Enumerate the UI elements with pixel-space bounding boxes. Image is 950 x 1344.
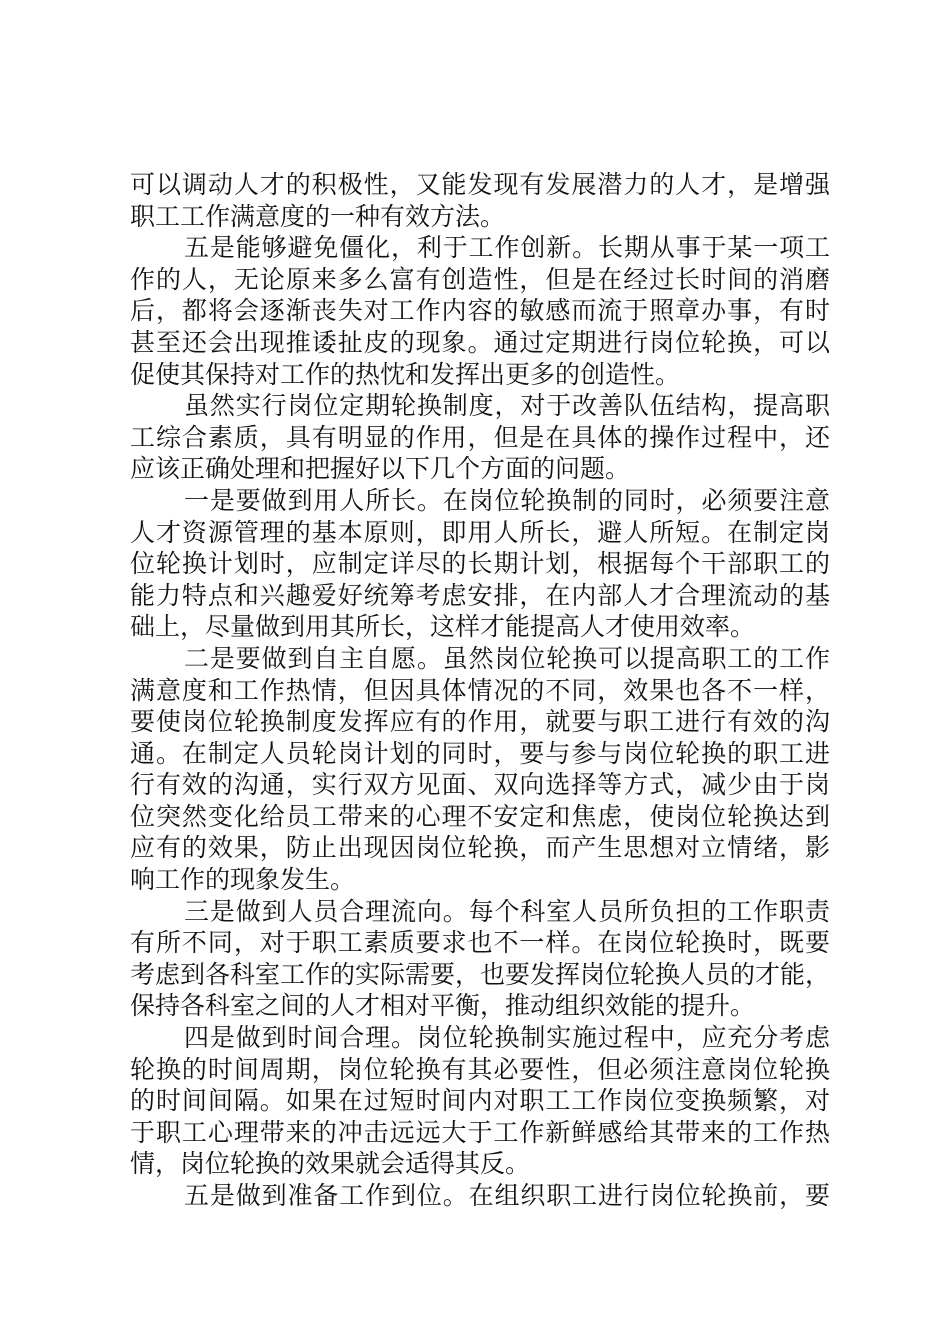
text-line: 应该正确处理和把握好以下几个方面的问题。 xyxy=(130,454,631,484)
text-line: 的时间间隔。如果在过短时间内对职工工作岗位变换频繁，对 xyxy=(130,1086,830,1116)
text-line: 于职工心理带来的冲击远远大于工作新鲜感给其带来的工作热 xyxy=(130,1117,830,1147)
text-line: 行有效的沟通，实行双方见面、双向选择等方式，减少由于岗 xyxy=(130,770,830,800)
text-line: 保持各科室之间的人才相对平衡，推动组织效能的提升。 xyxy=(130,991,756,1021)
text-line: 职工工作满意度的一种有效方法。 xyxy=(130,201,506,231)
text-line: 础上，尽量做到用其所长，这样才能提高人才使用效率。 xyxy=(130,612,756,642)
paragraph-first-line: 三是做到人员合理流向。每个科室人员所负担的工作职责 xyxy=(184,896,830,926)
text-line: 能力特点和兴趣爱好统筹考虑安排，在内部人才合理流动的基 xyxy=(130,580,830,610)
paragraph-first-line: 一是要做到用人所长。在岗位轮换制的同时，必须要注意 xyxy=(184,485,830,515)
text-line: 甚至还会出现推诿扯皮的现象。通过定期进行岗位轮换，可以 xyxy=(130,327,830,357)
text-line: 人才资源管理的基本原则，即用人所长，避人所短。在制定岗 xyxy=(130,517,830,547)
text-line: 要使岗位轮换制度发挥应有的作用，就要与职工进行有效的沟 xyxy=(130,707,830,737)
text-line: 位突然变化给员工带来的心理不安定和焦虑，使岗位轮换达到 xyxy=(130,801,830,831)
text-line: 轮换的时间周期，岗位轮换有其必要性，但必须注意岗位轮换 xyxy=(130,1054,830,1084)
text-line: 情，岗位轮换的效果就会适得其反。 xyxy=(130,1149,531,1179)
paragraph-first-line: 四是做到时间合理。岗位轮换制实施过程中，应充分考虑 xyxy=(184,1023,830,1053)
text-line: 促使其保持对工作的热忱和发挥出更多的创造性。 xyxy=(130,359,681,389)
paragraph-first-line: 五是能够避免僵化，利于工作创新。长期从事于某一项工 xyxy=(184,233,830,263)
text-line: 位轮换计划时，应制定详尽的长期计划，根据每个干部职工的 xyxy=(130,549,830,579)
text-line: 应有的效果，防止出现因岗位轮换，而产生思想对立情绪，影 xyxy=(130,833,830,863)
text-line: 响工作的现象发生。 xyxy=(130,865,356,895)
text-line: 后，都将会逐渐丧失对工作内容的敏感而流于照章办事，有时 xyxy=(130,296,830,326)
text-line: 可以调动人才的积极性，又能发现有发展潜力的人才，是增强 xyxy=(130,170,830,199)
document-page xyxy=(130,169,830,1212)
text-line: 满意度和工作热情，但因具体情况的不同，效果也各不一样， xyxy=(130,675,830,705)
text-line: 工综合素质，具有明显的作用，但是在具体的操作过程中，还 xyxy=(130,422,830,452)
paragraph-first-line: 虽然实行岗位定期轮换制度，对于改善队伍结构，提高职 xyxy=(184,391,830,421)
paragraph-first-line: 五是做到准备工作到位。在组织职工进行岗位轮换前，要 xyxy=(184,1181,830,1210)
paragraph-first-line: 二是要做到自主自愿。虽然岗位轮换可以提高职工的工作 xyxy=(184,643,830,673)
text-line: 通。在制定人员轮岗计划的同时，要与参与岗位轮换的职工进 xyxy=(130,738,830,768)
text-line: 考虑到各科室工作的实际需要，也要发挥岗位轮换人员的才能， xyxy=(130,959,831,989)
text-line: 有所不同，对于职工素质要求也不一样。在岗位轮换时，既要 xyxy=(130,928,830,958)
text-line: 作的人，无论原来多么富有创造性，但是在经过长时间的消磨 xyxy=(130,264,830,294)
